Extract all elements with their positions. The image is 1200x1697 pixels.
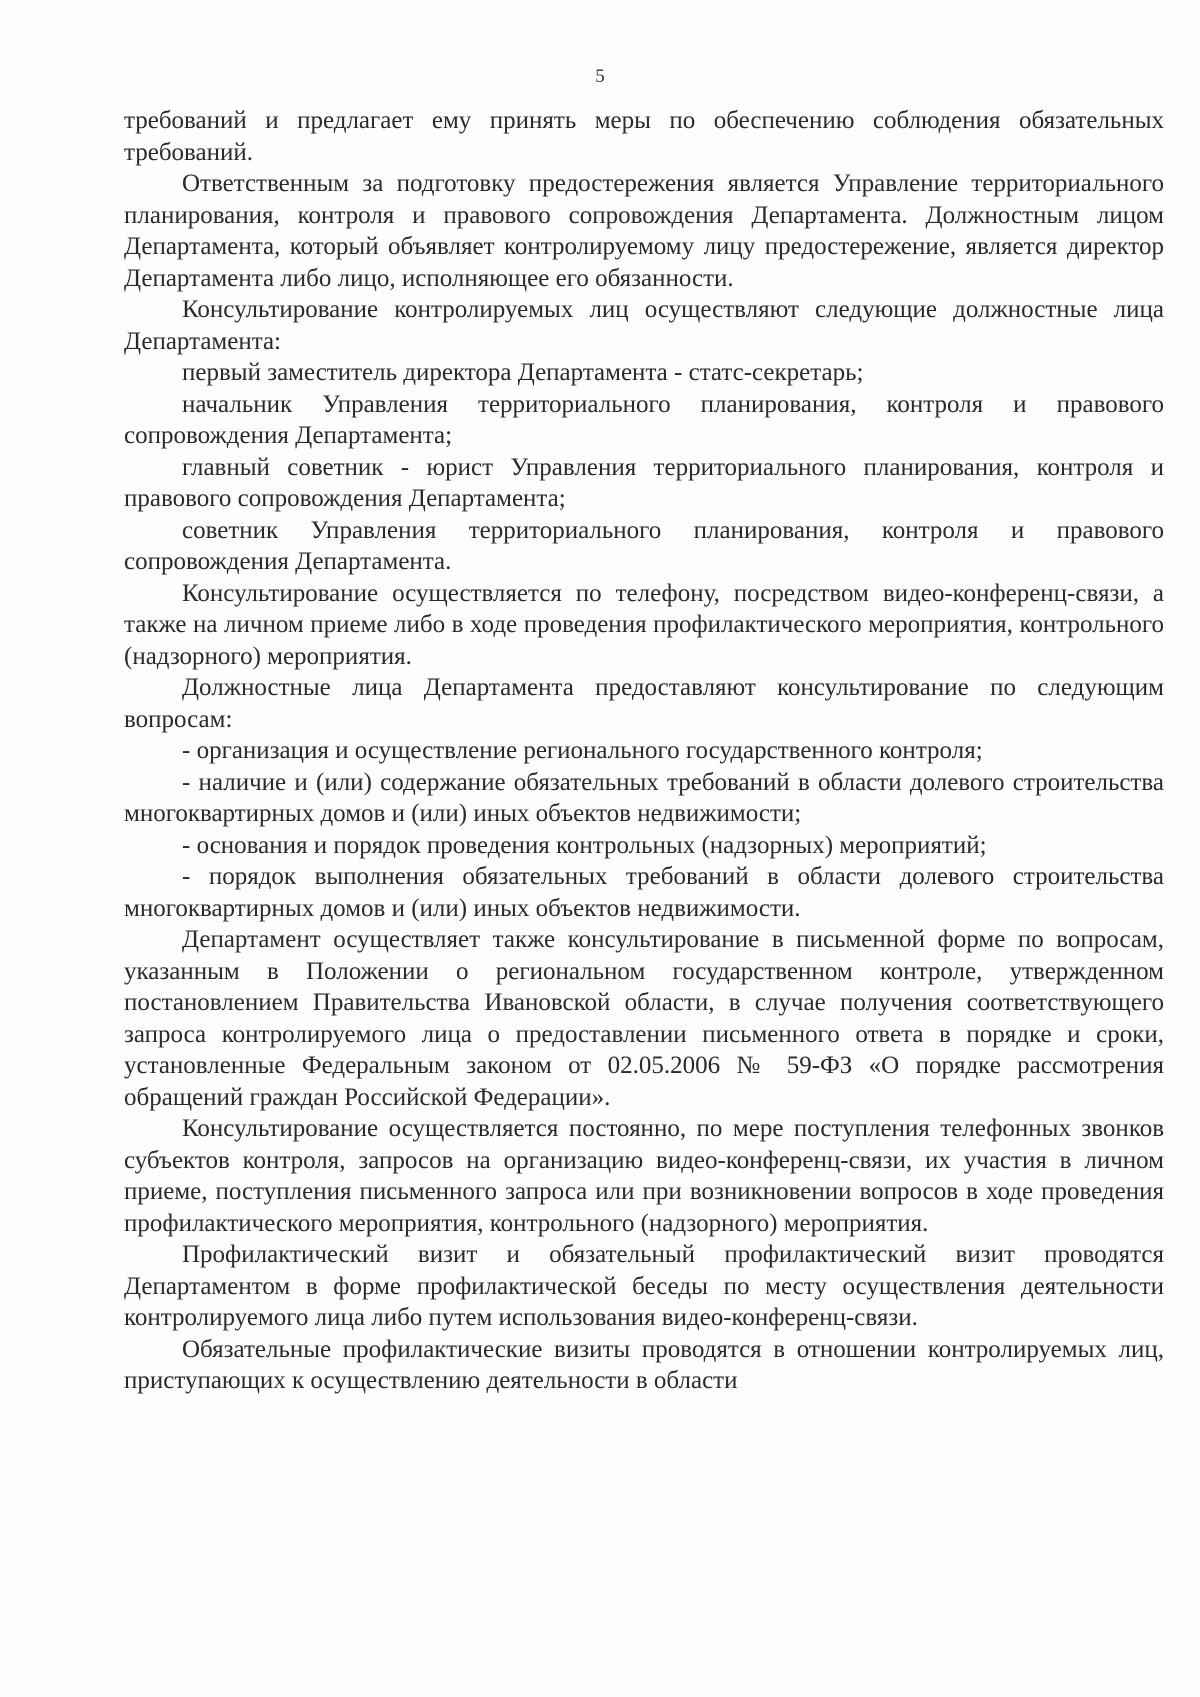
list-item: - порядок выполнения обязательных требований в области долевого строительства многоквартирных домов и (или) иных объектов недвижимости.	[124, 863, 1164, 922]
document-body	[124, 105, 1164, 1397]
paragraph: Департамент осуществляет также консультирование в письменной форме по вопросам, указанным в Положении о региональном государственном контроле, утвержденном постановлением Правительства Ивановской области, в случае получения соответствующего запроса контролируемого лица о предоставлении письменного ответа в порядке и сроки, установленные Федеральным законом от 02.05.2006 № 59-ФЗ «О порядке рассмотрения обращений граждан Российской Федерации».	[124, 926, 1164, 1111]
list-item: - наличие и (или) содержание обязательных требований в области долевого строительства многоквартирных домов и (или) иных объектов недвижимости;	[124, 768, 1164, 827]
list-item: начальник Управления территориального планирования, контроля и правового сопровождения Департамента;	[124, 390, 1164, 449]
list-item: главный советник - юрист Управления территориального планирования, контроля и правового сопровождения Департамента;	[124, 453, 1164, 512]
paragraph: требований и предлагает ему принять меры по обеспечению соблюдения обязательных требований.	[124, 107, 1164, 166]
paragraph: Консультирование контролируемых лиц осуществляют следующие должностные лица Департамента:	[124, 296, 1164, 355]
list-item: - организация и осуществление регионального государственного контроля;	[182, 737, 983, 764]
paragraph: Консультирование осуществляется постоянно, по мере поступления телефонных звонков субъектов контроля, запросов на организацию видео-конференц-связи, их участия в личном приеме, поступления письменного запроса или при возникновении вопросов в ходе проведения профилактического мероприятия, контрольного (надзорного) мероприятия.	[124, 1115, 1164, 1237]
paragraph: Должностные лица Департамента предоставляют консультирование по следующим вопросам:	[124, 674, 1164, 733]
page-number: 5	[595, 66, 605, 87]
paragraph: Обязательные профилактические визиты проводятся в отношении контролируемых лиц, приступающих к осуществлению деятельности в области	[124, 1335, 1164, 1394]
paragraph: Консультирование осуществляется по телефону, посредством видео-конференц-связи, а также на личном приеме либо в ходе проведения профилактического мероприятия, контрольного (надзорного) мероприятия.	[124, 579, 1164, 670]
list-item: - основания и порядок проведения контрольных (надзорных) мероприятий;	[182, 831, 987, 859]
paragraph: Профилактический визит и обязательный профилактический визит проводятся Департаментом в форме профилактической беседы по месту осуществления деятельности контролируемого лица либо путем использования видео-конференц-связи.	[124, 1241, 1164, 1331]
list-item: советник Управления территориального планирования, контроля и правового сопровождения Департамента.	[124, 516, 1164, 575]
list-item: первый заместитель директора Департамента - статс-секретарь;	[182, 359, 864, 386]
paragraph: Ответственным за подготовку предостережения является Управление территориального планирования, контроля и правового сопровождения Департамента. Должностным лицом Департамента, который объявляет контролируемому лицу предостережение, является директор Департамента либо лицо, исполняющее его обязанности.	[124, 170, 1164, 292]
